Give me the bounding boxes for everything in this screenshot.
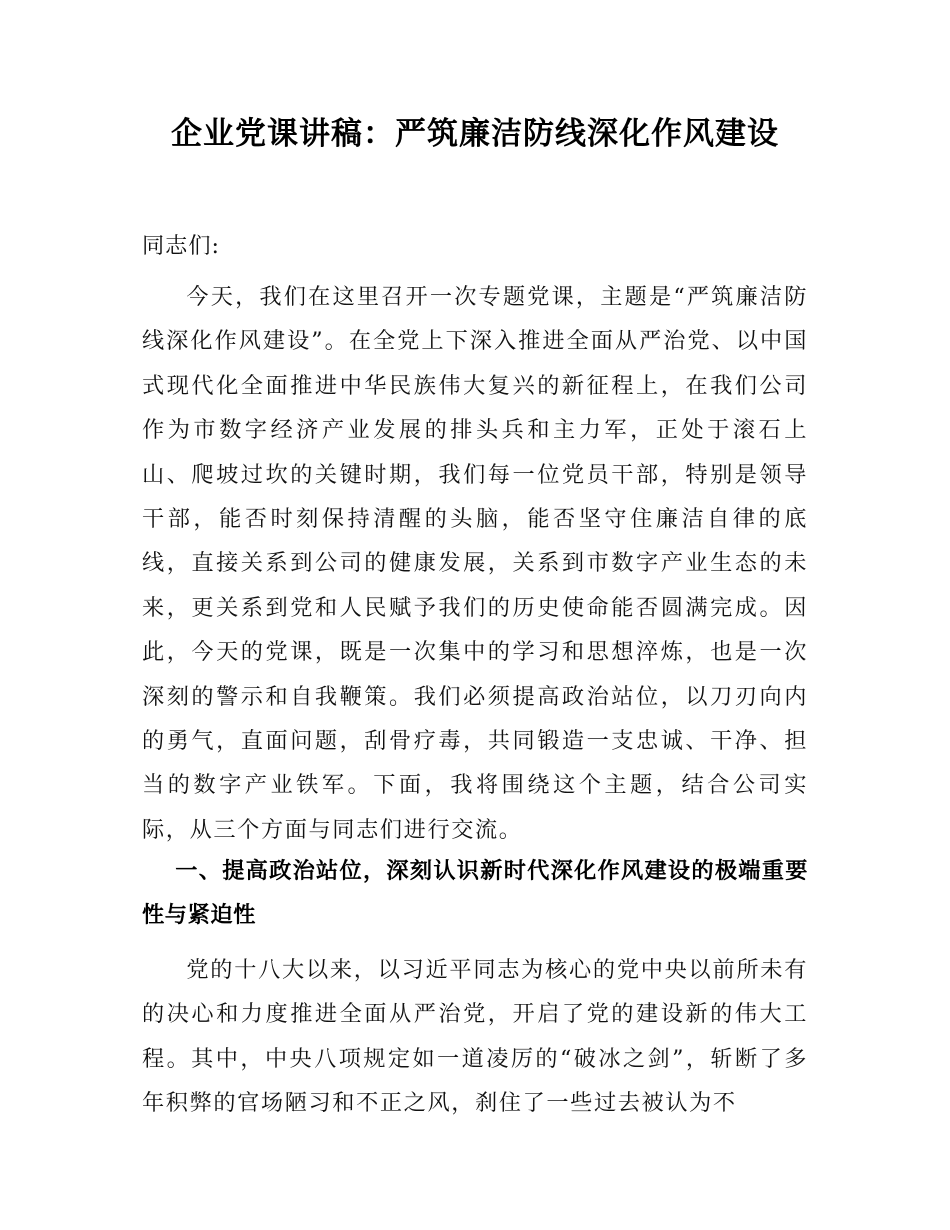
paragraph-intro: 今天，我们在这里召开一次专题党课，主题是“严筑廉洁防线深化作风建设”。在全党上下深入推进全面从严治党、以中国式现代化全面推进中华民族伟大复兴的新征程上，在我们公司作为市数字经济产业发展的排头兵和主力军，正处于滚石上山、爬坡过坎的关键时期，我们每一位党员干部，特别是领导干部，能否时刻保持清醒的头脑，能否坚守住廉洁自律的底线，直接关系到公司的健康发展，关系到市数字产业生态的未来，更关系到党和人民赋予我们的历史使命能否圆满完成。因此，今天的党课，既是一次集中的学习和思想淬炼，也是一次深刻的警示和自我鞭策。我们必须提高政治站位，以刀刃向内的勇气，直面问题，刮骨疗毒，共同锻造一支忠诚、干净、担当的数字产业铁军。下面，我将围绕这个主题，结合公司实际，从三个方面与同志们进行交流。 <box>142 284 808 843</box>
salutation: 同志们: <box>142 233 221 259</box>
paragraph-section-1: 党的十八大以来，以习近平同志为核心的党中央以前所未有的决心和力度推进全面从严治党，开启了党的建设新的伟大工程。其中，中央八项规定如一道凌厉的“破冰之剑”，斩断了多年积弊的官场陋习和不正之风，刹住了一些过去被认为不 <box>142 957 808 1117</box>
section-heading-1: 一、提高政治站位，深刻认识新时代深化作风建设的极端重要性与紧迫性 <box>142 858 808 928</box>
document-title: 企业党课讲稿：严筑廉洁防线深化作风建设 <box>171 116 779 152</box>
